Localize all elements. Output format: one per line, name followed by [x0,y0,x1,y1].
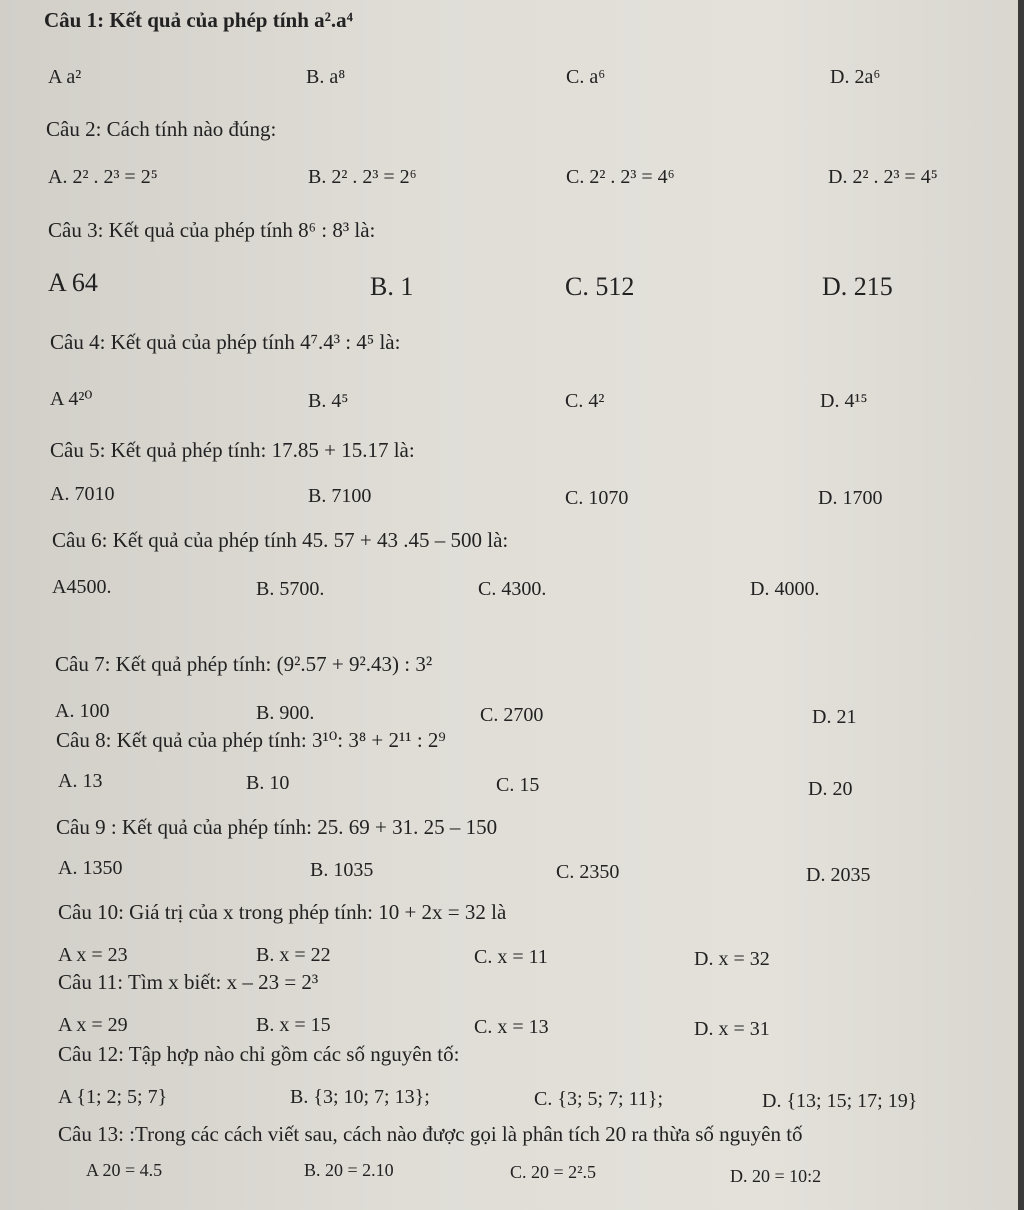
q12-option-c: C. {3; 5; 7; 11}; [534,1088,664,1110]
q4-option-d: D. 4¹⁵ [820,390,868,412]
q8-option-a: A. 13 [58,770,103,792]
question-6: Câu 6: Kết quả của phép tính 45. 57 + 43 .45 – 500 là: [52,528,509,552]
q9-option-a: A. 1350 [58,857,123,879]
q4-option-c: C. 4² [565,390,605,412]
question-5: Câu 5: Kết quả phép tính: 17.85 + 15.17 là: [50,438,415,462]
q13-option-b: B. 20 = 2.10 [304,1160,394,1180]
question-11: Câu 11: Tìm x biết: x – 23 = 2³ [58,970,319,994]
question-8: Câu 8: Kết quả của phép tính: 3¹⁰: 3⁸ + 2¹¹ : 2⁹ [56,728,446,752]
q12-option-a: A {1; 2; 5; 7} [58,1086,168,1108]
question-9: Câu 9 : Kết quả của phép tính: 25. 69 + 31. 25 – 150 [56,815,498,839]
q6-option-a: A4500. [52,576,112,598]
q1-option-c: C. a⁶ [566,66,606,88]
question-10: Câu 10: Giá trị của x trong phép tính: 10 + 2x = 32 là [58,900,507,924]
q10-option-a: A x = 23 [58,944,128,966]
q8-option-d: D. 20 [808,778,853,800]
q3-option-d: D. 215 [822,272,893,301]
question-2: Câu 2: Cách tính nào đúng: [46,117,277,141]
q6-option-b: B. 5700. [256,578,325,600]
q3-option-b: B. 1 [370,272,414,301]
question-1: Câu 1: Kết quả của phép tính a².a⁴ [44,8,353,32]
q7-option-c: C. 2700 [480,704,544,726]
q10-option-c: C. x = 11 [474,946,548,968]
q9-option-d: D. 2035 [806,864,871,886]
q13-option-c: C. 20 = 2².5 [510,1162,597,1182]
q12-option-b: B. {3; 10; 7; 13}; [290,1086,430,1108]
q3-option-c: C. 512 [565,272,635,301]
q12-option-d: D. {13; 15; 17; 19} [762,1090,918,1112]
q6-option-c: C. 4300. [478,578,547,600]
q2-option-c: C. 2² . 2³ = 4⁶ [566,166,675,188]
question-13: Câu 13: :Trong các cách viết sau, cách nào được gọi là phân tích 20 ra thừa số nguyên tố [58,1122,803,1146]
question-7: Câu 7: Kết quả phép tính: (9².57 + 9².43) : 3² [55,652,433,676]
question-3: Câu 3: Kết quả của phép tính 8⁶ : 8³ là: [48,218,376,242]
q11-option-b: B. x = 15 [256,1014,331,1036]
q9-option-b: B. 1035 [310,859,374,881]
q2-option-d: D. 2² . 2³ = 4⁵ [828,166,938,188]
q7-option-b: B. 900. [256,702,315,724]
q7-option-a: A. 100 [55,700,110,722]
q11-option-c: C. x = 13 [474,1016,549,1038]
q1-option-d: D. 2a⁶ [830,66,881,88]
q5-option-a: A. 7010 [50,483,115,505]
q5-option-d: D. 1700 [818,487,883,509]
q2-option-b: B. 2² . 2³ = 2⁶ [308,166,417,188]
q8-option-c: C. 15 [496,774,540,796]
q1-option-a: A a² [48,66,82,88]
q10-option-d: D. x = 32 [694,948,770,970]
q4-option-a: A 4²⁰ [50,388,93,410]
q5-option-b: B. 7100 [308,485,372,507]
monitor-edge [1018,0,1024,1210]
q6-option-d: D. 4000. [750,578,820,600]
q1-option-b: B. a⁸ [306,66,346,88]
question-4: Câu 4: Kết quả của phép tính 4⁷.4³ : 4⁵ là: [50,330,401,354]
q3-option-a: A 64 [48,268,98,297]
q11-option-a: A x = 29 [58,1014,128,1036]
q11-option-d: D. x = 31 [694,1018,770,1040]
q5-option-c: C. 1070 [565,487,629,509]
q2-option-a: A. 2² . 2³ = 2⁵ [48,166,158,188]
q4-option-b: B. 4⁵ [308,390,349,412]
q10-option-b: B. x = 22 [256,944,331,966]
q13-option-a: A 20 = 4.5 [86,1160,163,1180]
q13-option-d: D. 20 = 10:2 [730,1166,822,1186]
q7-option-d: D. 21 [812,706,857,728]
q8-option-b: B. 10 [246,772,290,794]
q9-option-c: C. 2350 [556,861,620,883]
question-12: Câu 12: Tập hợp nào chỉ gồm các số nguyên tố: [58,1042,460,1066]
